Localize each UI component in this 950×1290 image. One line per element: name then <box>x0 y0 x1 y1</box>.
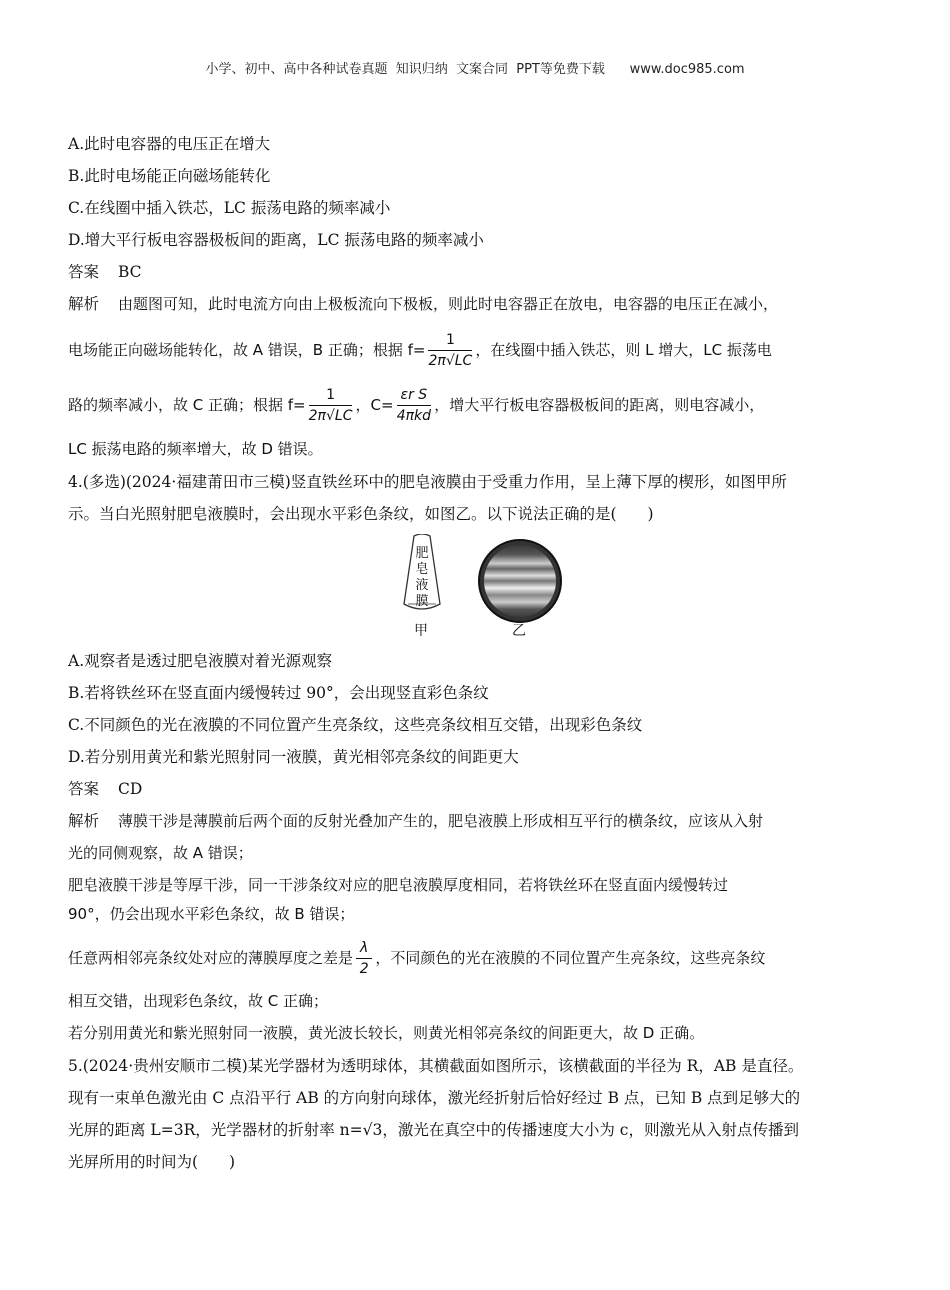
header-text: 小学、初中、高中各种试卷真题 知识归纳 文案合同 PPT等免费下载 <box>205 62 605 77</box>
q4-analysis-line-6: 相互交错，出现彩色条纹，故 C 正确； <box>68 992 329 1010</box>
answer-value: BC <box>118 263 142 281</box>
q4-option-c: C.不同颜色的光在液膜的不同位置产生亮条纹，这些亮条纹相互交错，出现彩色条纹 <box>68 716 643 734</box>
analysis-text: 电场能正向磁场能转化，故 A 错误，B 正确；根据 f= <box>68 341 426 359</box>
header-url[interactable]: www.doc985.com <box>629 62 745 77</box>
answer-label: 答案 <box>68 263 100 281</box>
q3-option-a: A.此时电容器的电压正在增大 <box>68 135 271 153</box>
q3-answer <box>68 261 886 283</box>
formula-num: λ <box>356 938 372 959</box>
q4-stem-line-1: 4.(多选)(2024·福建莆田市三模)竖直铁丝环中的肥皂液膜由于受重力作用，呈上薄下厚的楔形，如图甲所 <box>68 473 787 491</box>
q3-option-c: C.在线圈中插入铁芯，LC 振荡电路的频率减小 <box>68 199 391 217</box>
formula-frequency <box>309 385 353 426</box>
q4-analysis-line-2: 光的同侧观察，故 A 错误； <box>68 844 253 862</box>
q3-option-b: B.此时电场能正向磁场能转化 <box>68 167 271 185</box>
q5-stem-line-2: 现有一束单色激光由 C 点沿平行 AB 的方向射向球体，激光经折射后恰好经过 B 点，已知 B 点到足够大的 <box>68 1089 801 1107</box>
q3-analysis-line-3 <box>68 385 886 426</box>
figure-a-caption: 甲 <box>414 623 428 639</box>
q4-option-d: D.若分别用黄光和紫光照射同一液膜，黄光相邻亮条纹的间距更大 <box>68 748 519 766</box>
q5-stem-line-1: 5.(2024·贵州安顺市二模)某光学器材为透明球体，其横截面如图所示，该横截面的半径为 R，AB 是直径。 <box>68 1057 804 1075</box>
figure-a-label: 肥皂液膜 <box>415 546 429 609</box>
formula-den: 2 <box>359 961 369 977</box>
q3-option-d: D.增大平行板电容器极板间的距离，LC 振荡电路的频率减小 <box>68 231 484 249</box>
formula-den: 2π√LC <box>308 408 353 424</box>
analysis-text: ，C= <box>355 396 394 414</box>
q4-analysis-line-4: 90°，仍会出现水平彩色条纹，故 B 错误； <box>68 905 355 923</box>
analysis-text: 薄膜干涉是薄膜前后两个面的反射光叠加产生的，肥皂液膜上形成相互平行的横条纹，应该从入射 <box>118 812 764 830</box>
formula-capacitance <box>397 385 432 426</box>
q3-analysis-line-2 <box>68 330 886 371</box>
figure-b-caption: 乙 <box>512 623 526 639</box>
q4-option-b: B.若将铁丝环在竖直面内缓慢转过 90°，会出现竖直彩色条纹 <box>68 684 489 702</box>
q5-stem-line-4: 光屏所用的时间为( ) <box>68 1153 236 1171</box>
formula-den: 2π√LC <box>428 353 473 369</box>
q4-answer <box>68 778 886 800</box>
answer-label: 答案 <box>68 780 100 798</box>
analysis-text: 由题图可知，此时电流方向由上极板流向下极板，则此时电容器正在放电，电容器的电压正在减小， <box>118 295 779 313</box>
q4-analysis-line-3: 肥皂液膜干涉是等厚干涉，同一干涉条纹对应的肥皂液膜厚度相同，若将铁丝环在竖直面内缓慢转过 <box>68 876 729 894</box>
q4-stem-line-2: 示。当白光照射肥皂液膜时，会出现水平彩色条纹，如图乙。以下说法正确的是( ) <box>68 505 654 523</box>
formula-lambda-half <box>356 938 372 979</box>
formula-num: εr S <box>397 385 432 406</box>
q4-option-a: A.观察者是透过肥皂液膜对着光源观察 <box>68 652 333 670</box>
q4-analysis-line-5 <box>68 938 886 979</box>
analysis-text: ，在线圈中插入铁芯，则 L 增大，LC 振荡电 <box>475 341 772 359</box>
analysis-label: 解析 <box>68 812 100 830</box>
q3-analysis-line-1 <box>68 293 886 315</box>
analysis-text: ，不同颜色的光在液膜的不同位置产生亮条纹，这些亮条纹 <box>375 949 766 967</box>
analysis-text: 任意两相邻亮条纹处对应的薄膜厚度之差是 <box>68 949 354 967</box>
formula-num: 1 <box>428 330 472 351</box>
formula-den: 4πkd <box>396 408 432 424</box>
page-header <box>0 58 950 77</box>
q4-analysis-line-7: 若分别用黄光和紫光照射同一液膜，黄光波长较长，则黄光相邻亮条纹的间距更大，故 D 正确。 <box>68 1024 705 1042</box>
q3-analysis-line-4: LC 振荡电路的频率增大，故 D 错误。 <box>68 440 323 458</box>
analysis-text: 路的频率减小，故 C 正确；根据 f= <box>68 396 306 414</box>
q5-stem-line-3: 光屏的距离 L=3R，光学器材的折射率 n=√3，激光在真空中的传播速度大小为 c，则激光从入射点传播到 <box>68 1121 799 1139</box>
analysis-text: ，增大平行板电容器极板间的距离，则电容减小， <box>434 396 765 414</box>
q4-analysis-line-1 <box>68 810 886 832</box>
answer-value: CD <box>118 780 143 798</box>
analysis-label: 解析 <box>68 295 100 313</box>
formula-num: 1 <box>309 385 353 406</box>
figure-interference-fringes <box>476 537 564 625</box>
formula-frequency <box>428 330 472 371</box>
